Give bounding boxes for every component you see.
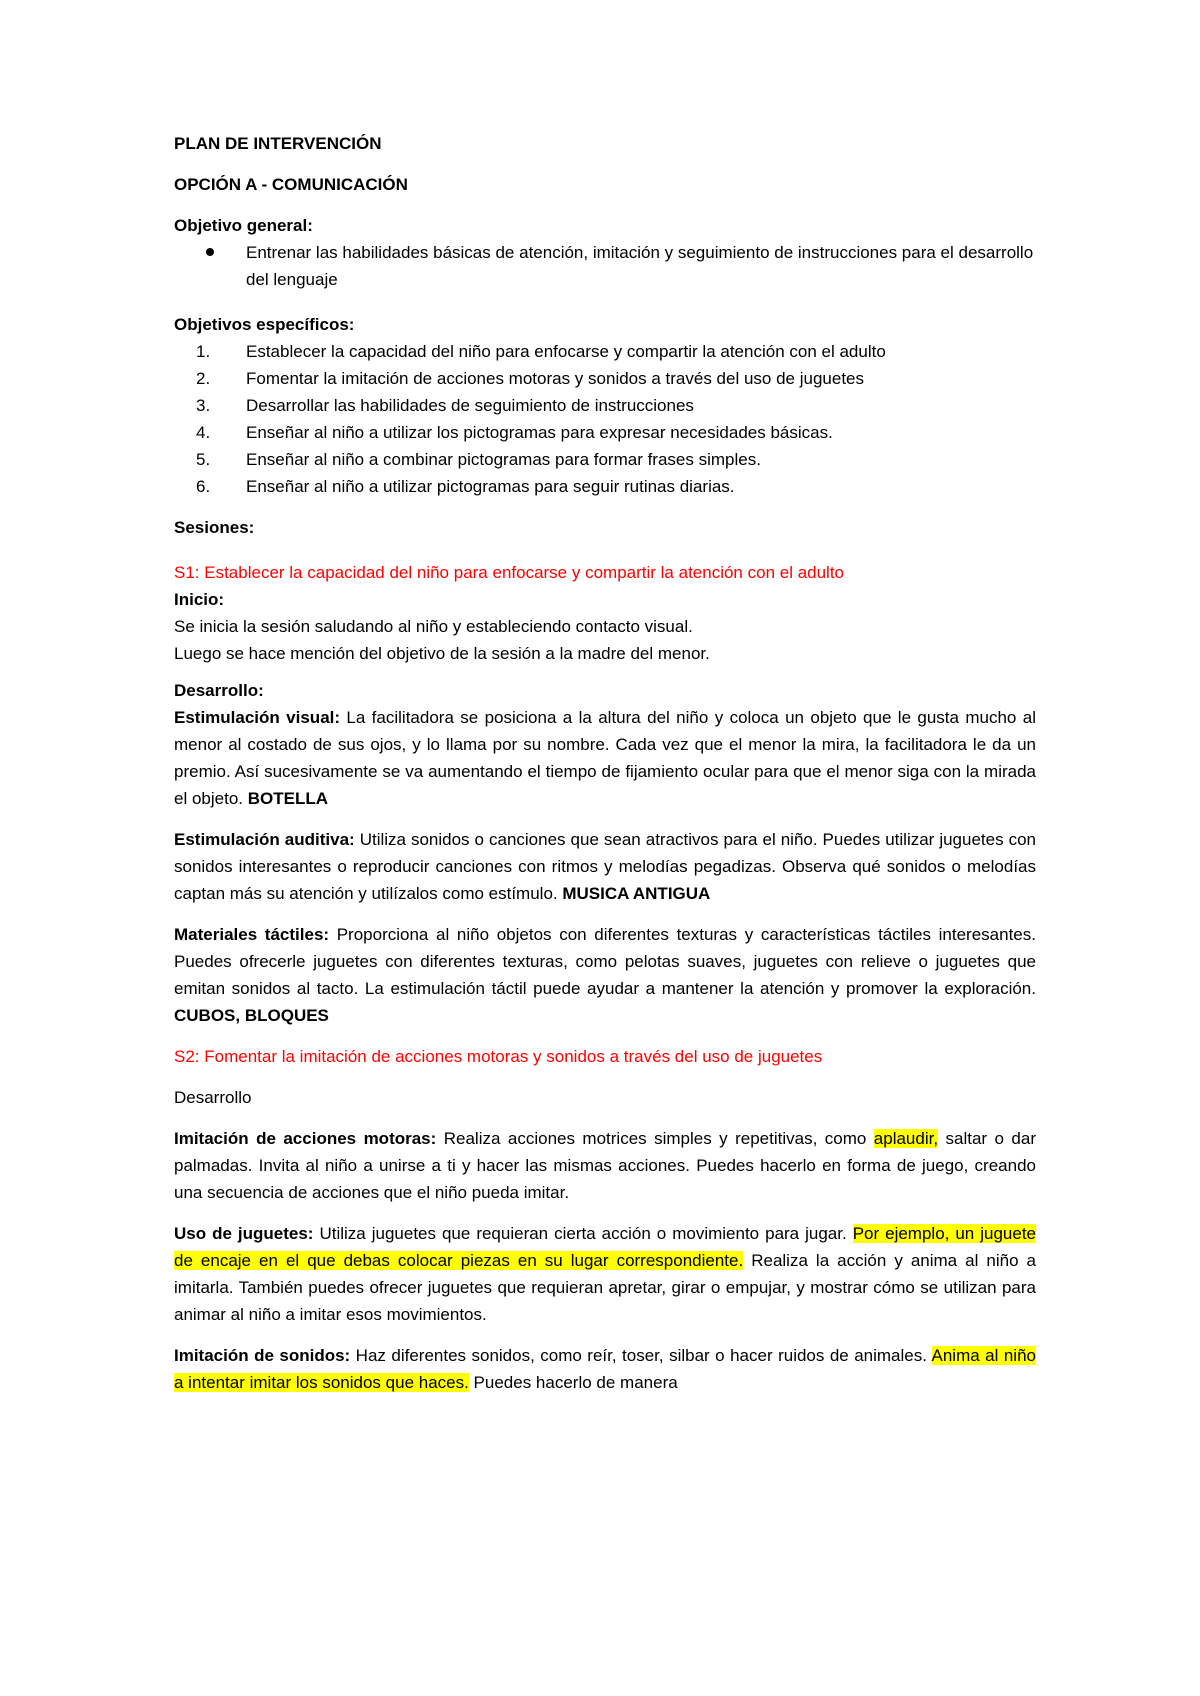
paragraph-label: Estimulación visual: xyxy=(174,708,341,727)
list-number: 1. xyxy=(196,342,211,361)
list-item: Entrenar las habilidades básicas de atención, imitación y seguimiento de instrucciones para el desarrollo del lenguaje xyxy=(174,239,1036,293)
motor-imitation-paragraph xyxy=(174,1125,1036,1206)
list-text: Establecer la capacidad del niño para enfocarse y compartir la atención con el adulto xyxy=(246,342,886,361)
paragraph-text: Utiliza juguetes que requieran cierta acción o movimiento para jugar. xyxy=(313,1224,853,1243)
paragraph-text: Puedes hacerlo de manera xyxy=(468,1373,678,1392)
list-item xyxy=(174,338,1036,365)
list-item xyxy=(174,473,1036,500)
list-item xyxy=(174,392,1036,419)
session-2-title: S2: Fomentar la imitación de acciones motoras y sonidos a través del uso de juguetes xyxy=(174,1047,823,1066)
highlighted-text: Anima al niño a intentar imitar los sonidos que haces. xyxy=(174,1346,1036,1392)
auditory-stimulation-paragraph xyxy=(174,826,1036,907)
specific-objectives-heading: Objetivos específicos: xyxy=(174,315,355,334)
session-1-inicio-line-2: Luego se hace mención del objetivo de la sesión a la madre del menor. xyxy=(174,644,710,663)
list-number: 6. xyxy=(196,477,211,496)
specific-objectives-list xyxy=(174,338,1036,500)
session-1-inicio-line-1: Se inicia la sesión saludando al niño y estableciendo contacto visual. xyxy=(174,617,693,636)
list-text: Enseñar al niño a utilizar pictogramas para seguir rutinas diarias. xyxy=(246,477,735,496)
list-number: 5. xyxy=(196,450,211,469)
toy-use-paragraph xyxy=(174,1220,1036,1328)
general-objective-heading: Objetivo general: xyxy=(174,216,313,235)
list-text: Fomentar la imitación de acciones motoras y sonidos a través del uso de juguetes xyxy=(246,369,864,388)
document-title: PLAN DE INTERVENCIÓN xyxy=(174,134,382,153)
material-label: MUSICA ANTIGUA xyxy=(562,884,711,903)
paragraph-label: Estimulación auditiva: xyxy=(174,830,355,849)
paragraph-text: Realiza acciones motrices simples y repetitivas, como xyxy=(436,1129,874,1148)
tactile-materials-paragraph xyxy=(174,921,1036,1029)
highlighted-text: Por ejemplo, un juguete de encaje en el que debas colocar piezas en su lugar correspondiente. xyxy=(174,1224,1037,1270)
paragraph-text: saltar o dar palmadas. Invita al niño a unirse a ti y hacer las mismas acciones. Puedes hacerlo en forma de juego, creando una secuencia de acciones que el niño pueda imitar. xyxy=(174,1129,1036,1202)
paragraph-label: Imitación de acciones motoras: xyxy=(174,1129,437,1148)
paragraph-text: Proporciona al niño objetos con diferentes texturas y características táctiles interesantes. Puedes ofrecerle juguetes con diferentes texturas, como pelotas suaves, juguetes con relieve o juguetes que emitan sonidos al tacto. La estimulación táctil puede ayudar a mantener la atención y promover la exploración. xyxy=(174,925,1036,998)
list-text: Enseñar al niño a combinar pictogramas para formar frases simples. xyxy=(246,450,761,469)
general-objective-list xyxy=(174,239,1036,293)
list-number: 3. xyxy=(196,396,211,415)
sound-imitation-paragraph xyxy=(174,1342,1036,1396)
paragraph-label: Imitación de sonidos: xyxy=(174,1346,351,1365)
list-text: Enseñar al niño a utilizar los pictogramas para expresar necesidades básicas. xyxy=(246,423,833,442)
visual-stimulation-paragraph xyxy=(174,704,1036,812)
highlighted-text: aplaudir, xyxy=(873,1129,939,1148)
paragraph-label: Uso de juguetes: xyxy=(174,1224,314,1243)
session-2-desarrollo-label: Desarrollo xyxy=(174,1088,252,1107)
session-1-title: S1: Establecer la capacidad del niño para enfocarse y compartir la atención con el adulto xyxy=(174,563,845,582)
material-label: CUBOS, BLOQUES xyxy=(174,1006,329,1025)
list-number: 2. xyxy=(196,369,211,388)
session-1-desarrollo-label: Desarrollo: xyxy=(174,681,264,700)
list-number: 4. xyxy=(196,423,211,442)
list-item xyxy=(174,419,1036,446)
paragraph-label: Materiales táctiles: xyxy=(174,925,330,944)
list-item xyxy=(174,365,1036,392)
list-text: Desarrollar las habilidades de seguimiento de instrucciones xyxy=(246,396,694,415)
paragraph-text: La facilitadora se posiciona a la altura del niño y coloca un objeto que le gusta mucho al menor al costado de sus ojos, y lo llama por su nombre. Cada vez que el menor la mira, la facilitadora le da un premio. Así sucesivamente se va aumentando el tiempo de fijamiento ocular para que el menor siga con la mirada el objeto. xyxy=(174,708,1036,808)
paragraph-text: Realiza la acción y anima al niño a imitarla. También puedes ofrecer juguetes que requieran apretar, girar o empujar, y mostrar cómo se utilizan para animar al niño a imitar esos movimientos. xyxy=(174,1251,1036,1324)
option-heading: OPCIÓN A - COMUNICACIÓN xyxy=(174,175,408,194)
session-1-inicio-label: Inicio: xyxy=(174,590,225,609)
material-label: BOTELLA xyxy=(247,789,329,808)
list-item xyxy=(174,446,1036,473)
sessions-heading: Sesiones: xyxy=(174,518,255,537)
document-body xyxy=(174,130,1036,1396)
paragraph-text: Haz diferentes sonidos, como reír, toser, silbar o hacer ruidos de animales. xyxy=(350,1346,932,1365)
paragraph-text: Utiliza sonidos o canciones que sean atractivos para el niño. Puedes utilizar juguetes con sonidos interesantes o reproducir canciones con ritmos y melodías pegadizas. Observa qué sonidos o melodías captan más su atención y utilízalos como estímulo. xyxy=(174,830,1036,903)
